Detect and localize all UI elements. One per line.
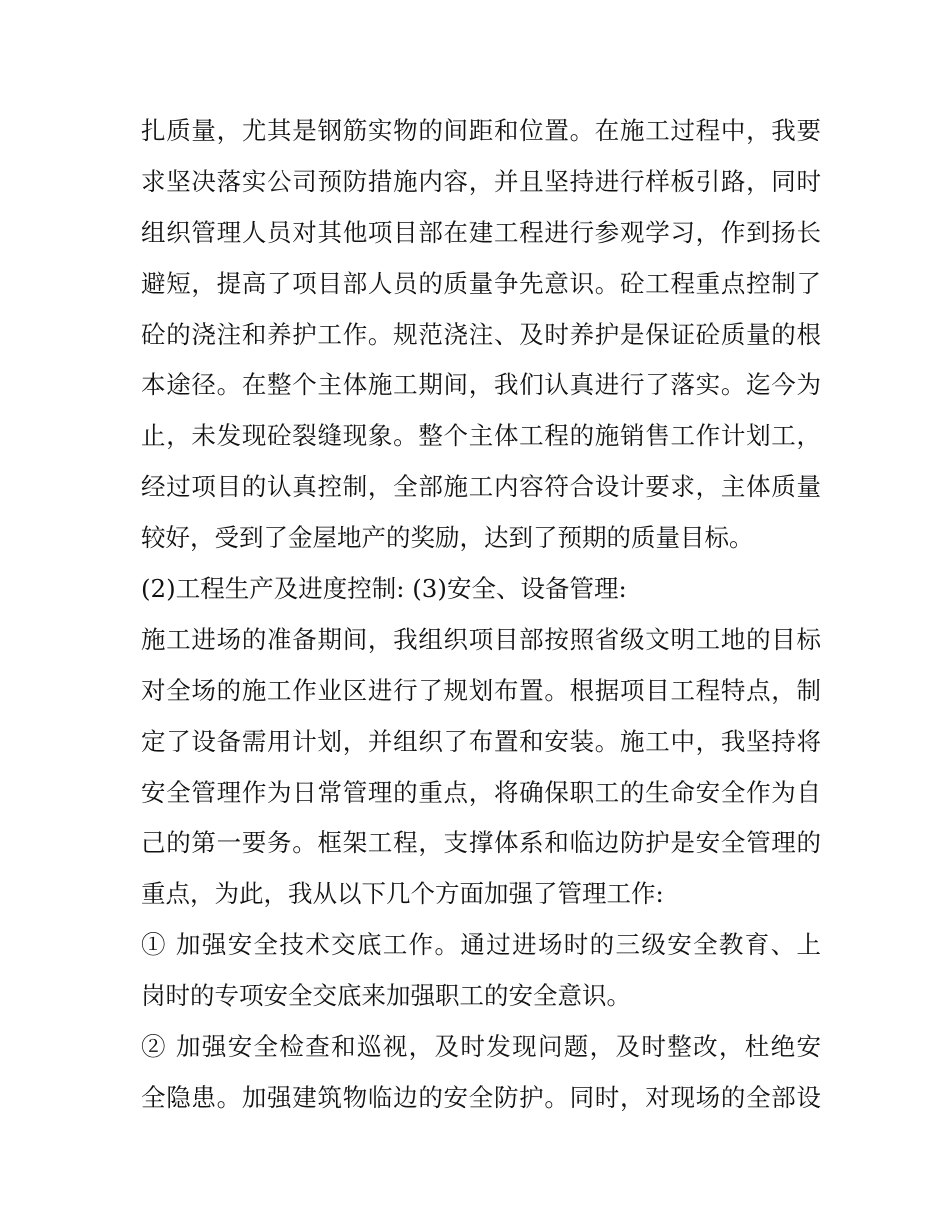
list-item-1-end-line: 岗时的专项安全交底来加强职工的安全意识。 [141,981,631,1011]
text-line: 己的第一要务。框架工程，支撑体系和临边防护是安全管理的 [141,828,821,858]
text-line: 定了设备需用计划，并组织了布置和安装。施工中，我坚持将 [141,726,821,756]
text-line: 求坚决落实公司预防措施内容，并且坚持进行样板引路，同时 [141,166,821,196]
text-line: 施工进场的准备期间，我组织项目部按照省级文明工地的目标 [141,624,821,654]
list-item-2-line: ② 加强安全检查和巡视，及时发现问题，及时整改，杜绝安 [141,1032,821,1062]
paragraph-end-line: 重点，为此，我从以下几个方面加强了管理工作: [141,879,664,909]
text-line: 经过项目的认真控制，全部施工内容符合设计要求，主体质量 [141,472,821,502]
text-line: 扎质量，尤其是钢筋实物的间距和位置。在施工过程中，我要 [141,116,821,145]
paragraph-end-line: 较好，受到了金屋地产的奖励，达到了预期的质量目标。 [141,523,754,553]
text-line: 避短，提高了项目部人员的质量争先意识。砼工程重点控制了 [141,268,821,298]
text-line: 砼的浇注和养护工作。规范浇注、及时养护是保证砼质量的根 [141,319,821,349]
text-line: 止，未发现砼裂缝现象。整个主体工程的施销售工作计划工， [141,421,821,451]
section-heading-line: (2)工程生产及进度控制: (3)安全、设备管理: [141,574,627,604]
body-text [141,106,821,1124]
list-item-2-line: 全隐患。加强建筑物临边的安全防护。同时，对现场的全部设 [141,1082,821,1112]
text-line: 对全场的施工作业区进行了规划布置。根据项目工程特点，制 [141,675,821,705]
text-line: 组织管理人员对其他项目部在建工程进行参观学习，作到扬长 [141,217,821,247]
text-line: 本途径。在整个主体施工期间，我们认真进行了落实。迄今为 [141,370,821,400]
text-line: 安全管理作为日常管理的重点，将确保职工的生命安全作为自 [141,777,821,807]
list-item-1-line: ① 加强安全技术交底工作。通过进场时的三级安全教育、上 [141,930,821,960]
